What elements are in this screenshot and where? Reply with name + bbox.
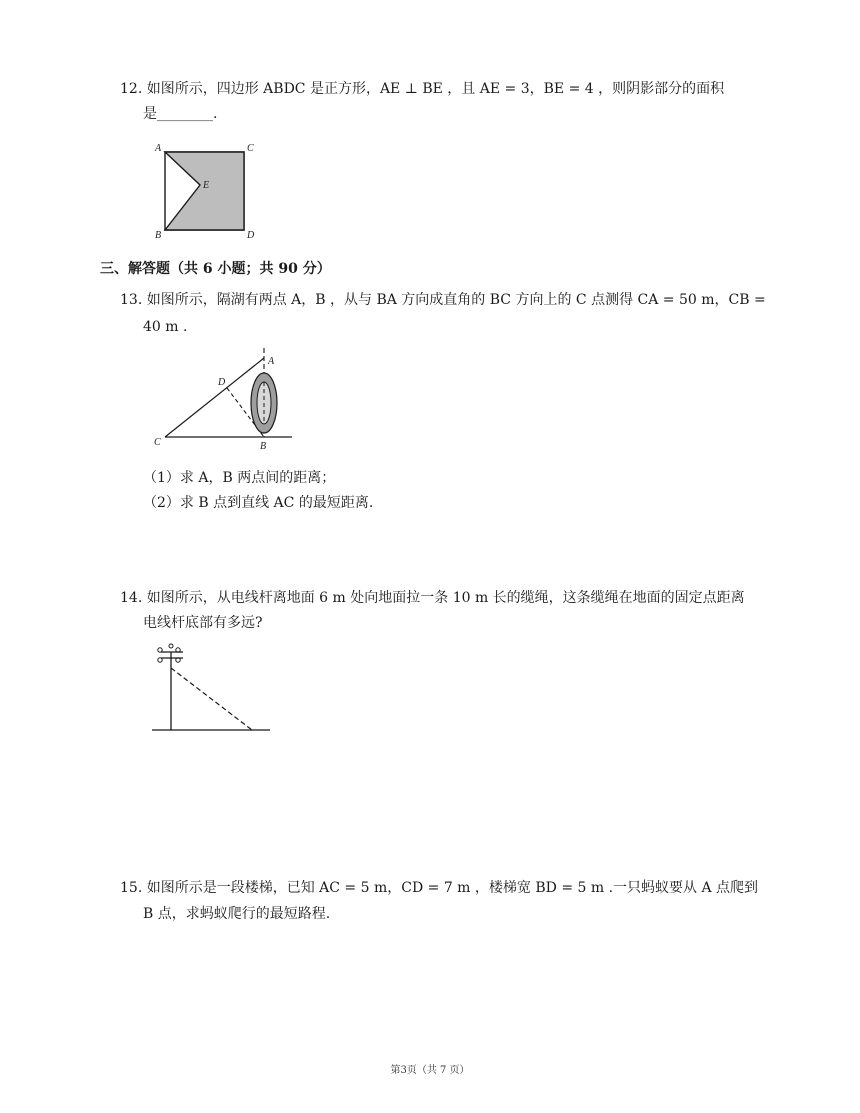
label-b: B	[155, 230, 162, 241]
q12-line1: 12. 如图所示，四边形 ABDC 是正方形，AE ⊥ BE ，且 AE = 3，BE = 4 ，则阴影部分的面积	[120, 81, 725, 97]
label-b: B	[260, 441, 267, 452]
q14-line1: 14. 如图所示，从电线杆离地面 6 m 处向地面拉一条 10 m 长的缆绳，这条缆绳在地面的固定点距离	[120, 590, 745, 606]
q13-sub1: （1）求 A，B 两点间的距离；	[143, 470, 336, 486]
page-footer: 第3页（共 7 页）	[390, 1065, 470, 1076]
section-3-title: 三、解答题（共 6 小题；共 90 分）	[100, 261, 331, 277]
q13-sub2: （2）求 B 点到直线 AC 的最短距离.	[143, 495, 374, 511]
label-d: D	[218, 377, 226, 388]
q13-lake-figure	[145, 344, 300, 454]
q13-line1: 13. 如图所示，隔湖有两点 A，B ，从与 BA 方向成直角的 BC 方向上的 C 点测得 CA = 50 m，CB =	[120, 292, 766, 308]
shaded-region	[165, 152, 244, 230]
q15-line2: B 点，求蚂蚁爬行的最短路程.	[143, 906, 331, 922]
q14-line2: 电线杆底部有多远?	[143, 615, 263, 631]
label-c: C	[154, 437, 161, 448]
label-a: A	[268, 356, 275, 367]
label-d: D	[247, 230, 255, 241]
label-c: C	[247, 143, 254, 154]
q14-pole-figure	[148, 640, 274, 736]
cable-line	[171, 668, 252, 730]
q13-line2: 40 m .	[143, 319, 188, 335]
label-a: A	[155, 143, 162, 154]
label-e: E	[203, 180, 210, 191]
q12-line2: 是________.	[143, 106, 218, 122]
q15-line1: 15. 如图所示是一段楼梯，已知 AC = 5 m，CD = 7 m ，楼梯宽 BD = 5 m .一只蚂蚁要从 A 点爬到	[120, 880, 759, 896]
q12-square-figure	[150, 138, 260, 243]
